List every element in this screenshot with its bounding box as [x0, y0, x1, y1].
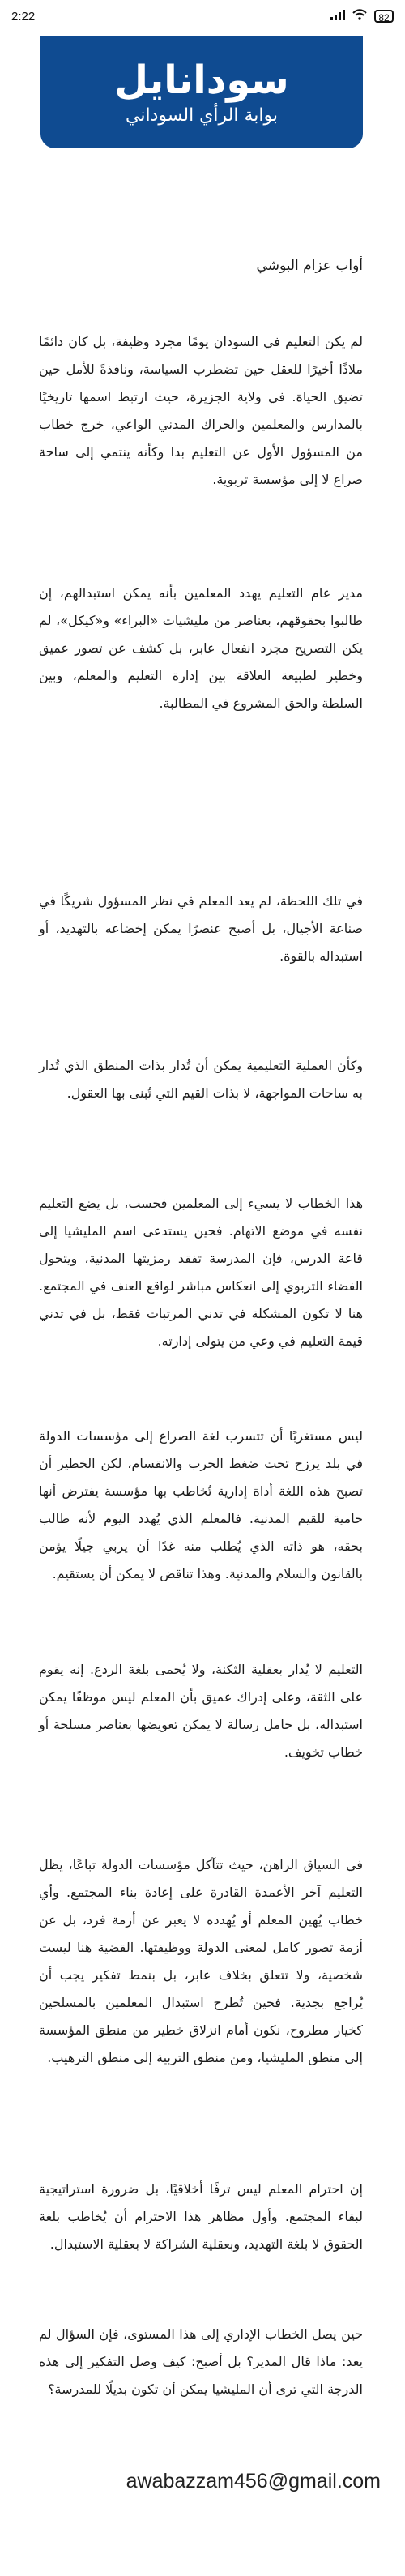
- article-paragraph: في السياق الراهن، حيث تتآكل مؤسسات الدولة تباعًا، يظل التعليم آخر الأعمدة القادرة على إعادة بناء المجتمع. وأي خطاب يُهين المعلم أو يُهدده لا يعبر عن أزمة فرد، بل عن أزمة تصور كامل لمعنى الدولة ووظيفتها. القضية هنا ليست شخصية، ولا تتعلق بخلاف عابر، بل بنمط تفكير يجب أن يُراجع بجدية. فحين تُطرح استبدال المعلمين بالمسلحين كخيار مطروح، نكون أمام انزلاق خطير من منطق المؤسسة إلى منطق المليشيا، ومن منطق التربية إلى منطق الترهيب.: [39, 1857, 363, 2065]
- site-title: سودانايل: [114, 58, 289, 104]
- article-paragraph: مدير عام التعليم يهدد المعلمين بأنه يمكن استبدالهم، إن طالبوا بحقوقهم، بعناصر من مليشيات «البراء» و«كيكل»، لم يكن التصريح مجرد انفعال عابر، بل كشف عن تصور عميق وخطير لطبيعة العلاقة بين إدارة التعليم والمعلم، وبين السلطة والحق المشروع في المطالبة.: [39, 585, 363, 711]
- status-time: 2:22: [11, 9, 36, 24]
- article-paragraph: التعليم لا يُدار بعقلية الثكنة، ولا يُحمى بلغة الردع. إنه يقوم على الثقة، وعلى إدراك عميق بأن المعلم ليس موظفًا يمكن استبداله، بل حامل رسالة لا يمكن تعويضها بعناصر مسلحة أو خطاب تخويف.: [39, 1662, 363, 1760]
- author-name: أواب عزام البوشي: [256, 258, 363, 274]
- article-paragraph: في تلك اللحظة، لم يعد المعلم في نظر المسؤول شريكًا في صناعة الأجيال، بل أصبح عنصرًا يمكن إخضاعه بالتهديد، أو استبداله بالقوة.: [39, 893, 363, 964]
- article-paragraph: هذا الخطاب لا يسيء إلى المعلمين فحسب، بل يضع التعليم نفسه في موضع الاتهام. فحين يستدعى اسم المليشيا إلى قاعة الدرس، فإن المدرسة تفقد رمزيتها المدنية، ويتحول الفضاء التربوي إلى انعكاس مباشر لواقع العنف في المجتمع. هنا لا تكون المشكلة في تدني المرتبات فقط، بل في تدني قيمة التعليم في وعي من يتولى إدارته.: [39, 1196, 363, 1349]
- wifi-icon: [352, 9, 368, 24]
- article-paragraph: لم يكن التعليم في السودان يومًا مجرد وظيفة، بل كان دائمًا ملاذًا أخيرًا للعقل حين تضطرب السياسة، ونافذةً للأمل حين تضيق الحياة. في ولاية الجزيرة، حيث ارتبط اسمها تاريخيًا بالمدارس والمعلمين والحراك المدني الواعي، خرج خطاب من المسؤول الأول عن التعليم بدا وكأنه ينتمي إلى ساحة صراع لا إلى مؤسسة تربوية.: [39, 334, 363, 487]
- status-icons: [330, 9, 394, 24]
- status-bar: [0, 0, 405, 32]
- article-paragraph: إن احترام المعلم ليس ترفًا أخلاقيًا، بل ضرورة استراتيجية لبقاء المجتمع. وأول مظاهر هذا الاحترام أن يُخاطب بلغة الحقوق لا بلغة التهديد، وبعقلية الشراكة لا بعقلية الاستبدال.: [39, 2181, 363, 2252]
- site-subtitle: بوابة الرأي السوداني: [126, 105, 278, 126]
- battery-indicator: 82: [374, 10, 394, 23]
- author-email[interactable]: awabazzam456@gmail.com: [126, 2470, 381, 2493]
- article-paragraph: ليس مستغربًا أن تتسرب لغة الصراع إلى مؤسسات الدولة في بلد يرزح تحت ضغط الحرب والانقسام، لكن الخطير أن تصبح هذه اللغة أداة إدارية تُخاطب بها مؤسسة يفترض أنها حامية للقيم المدنية. فالمعلم الذي يُهدد اليوم لأنه طالب بحقه، هو ذاته الذي يُطلب منه غدًا أن يربي جيلًا يؤمن بالقانون والسلام والمدنية. وهذا تناقض لا يمكن أن يستقيم.: [39, 1428, 363, 1581]
- signal-icon: [330, 9, 345, 24]
- article-paragraph: وكأن العملية التعليمية يمكن أن تُدار بذات المنطق الذي تُدار به ساحات المواجهة، لا بذات القيم التي تُبنى بها العقول.: [39, 1058, 363, 1101]
- article-paragraph: حين يصل الخطاب الإداري إلى هذا المستوى، فإن السؤال لم يعد: ماذا قال المدير؟ بل أصبح: كيف وصل التفكير إلى هذه الدرجة التي ترى أن المليشيا يمكن أن تكون بديلًا للمدرسة؟: [39, 2326, 363, 2397]
- site-banner[interactable]: [40, 36, 363, 148]
